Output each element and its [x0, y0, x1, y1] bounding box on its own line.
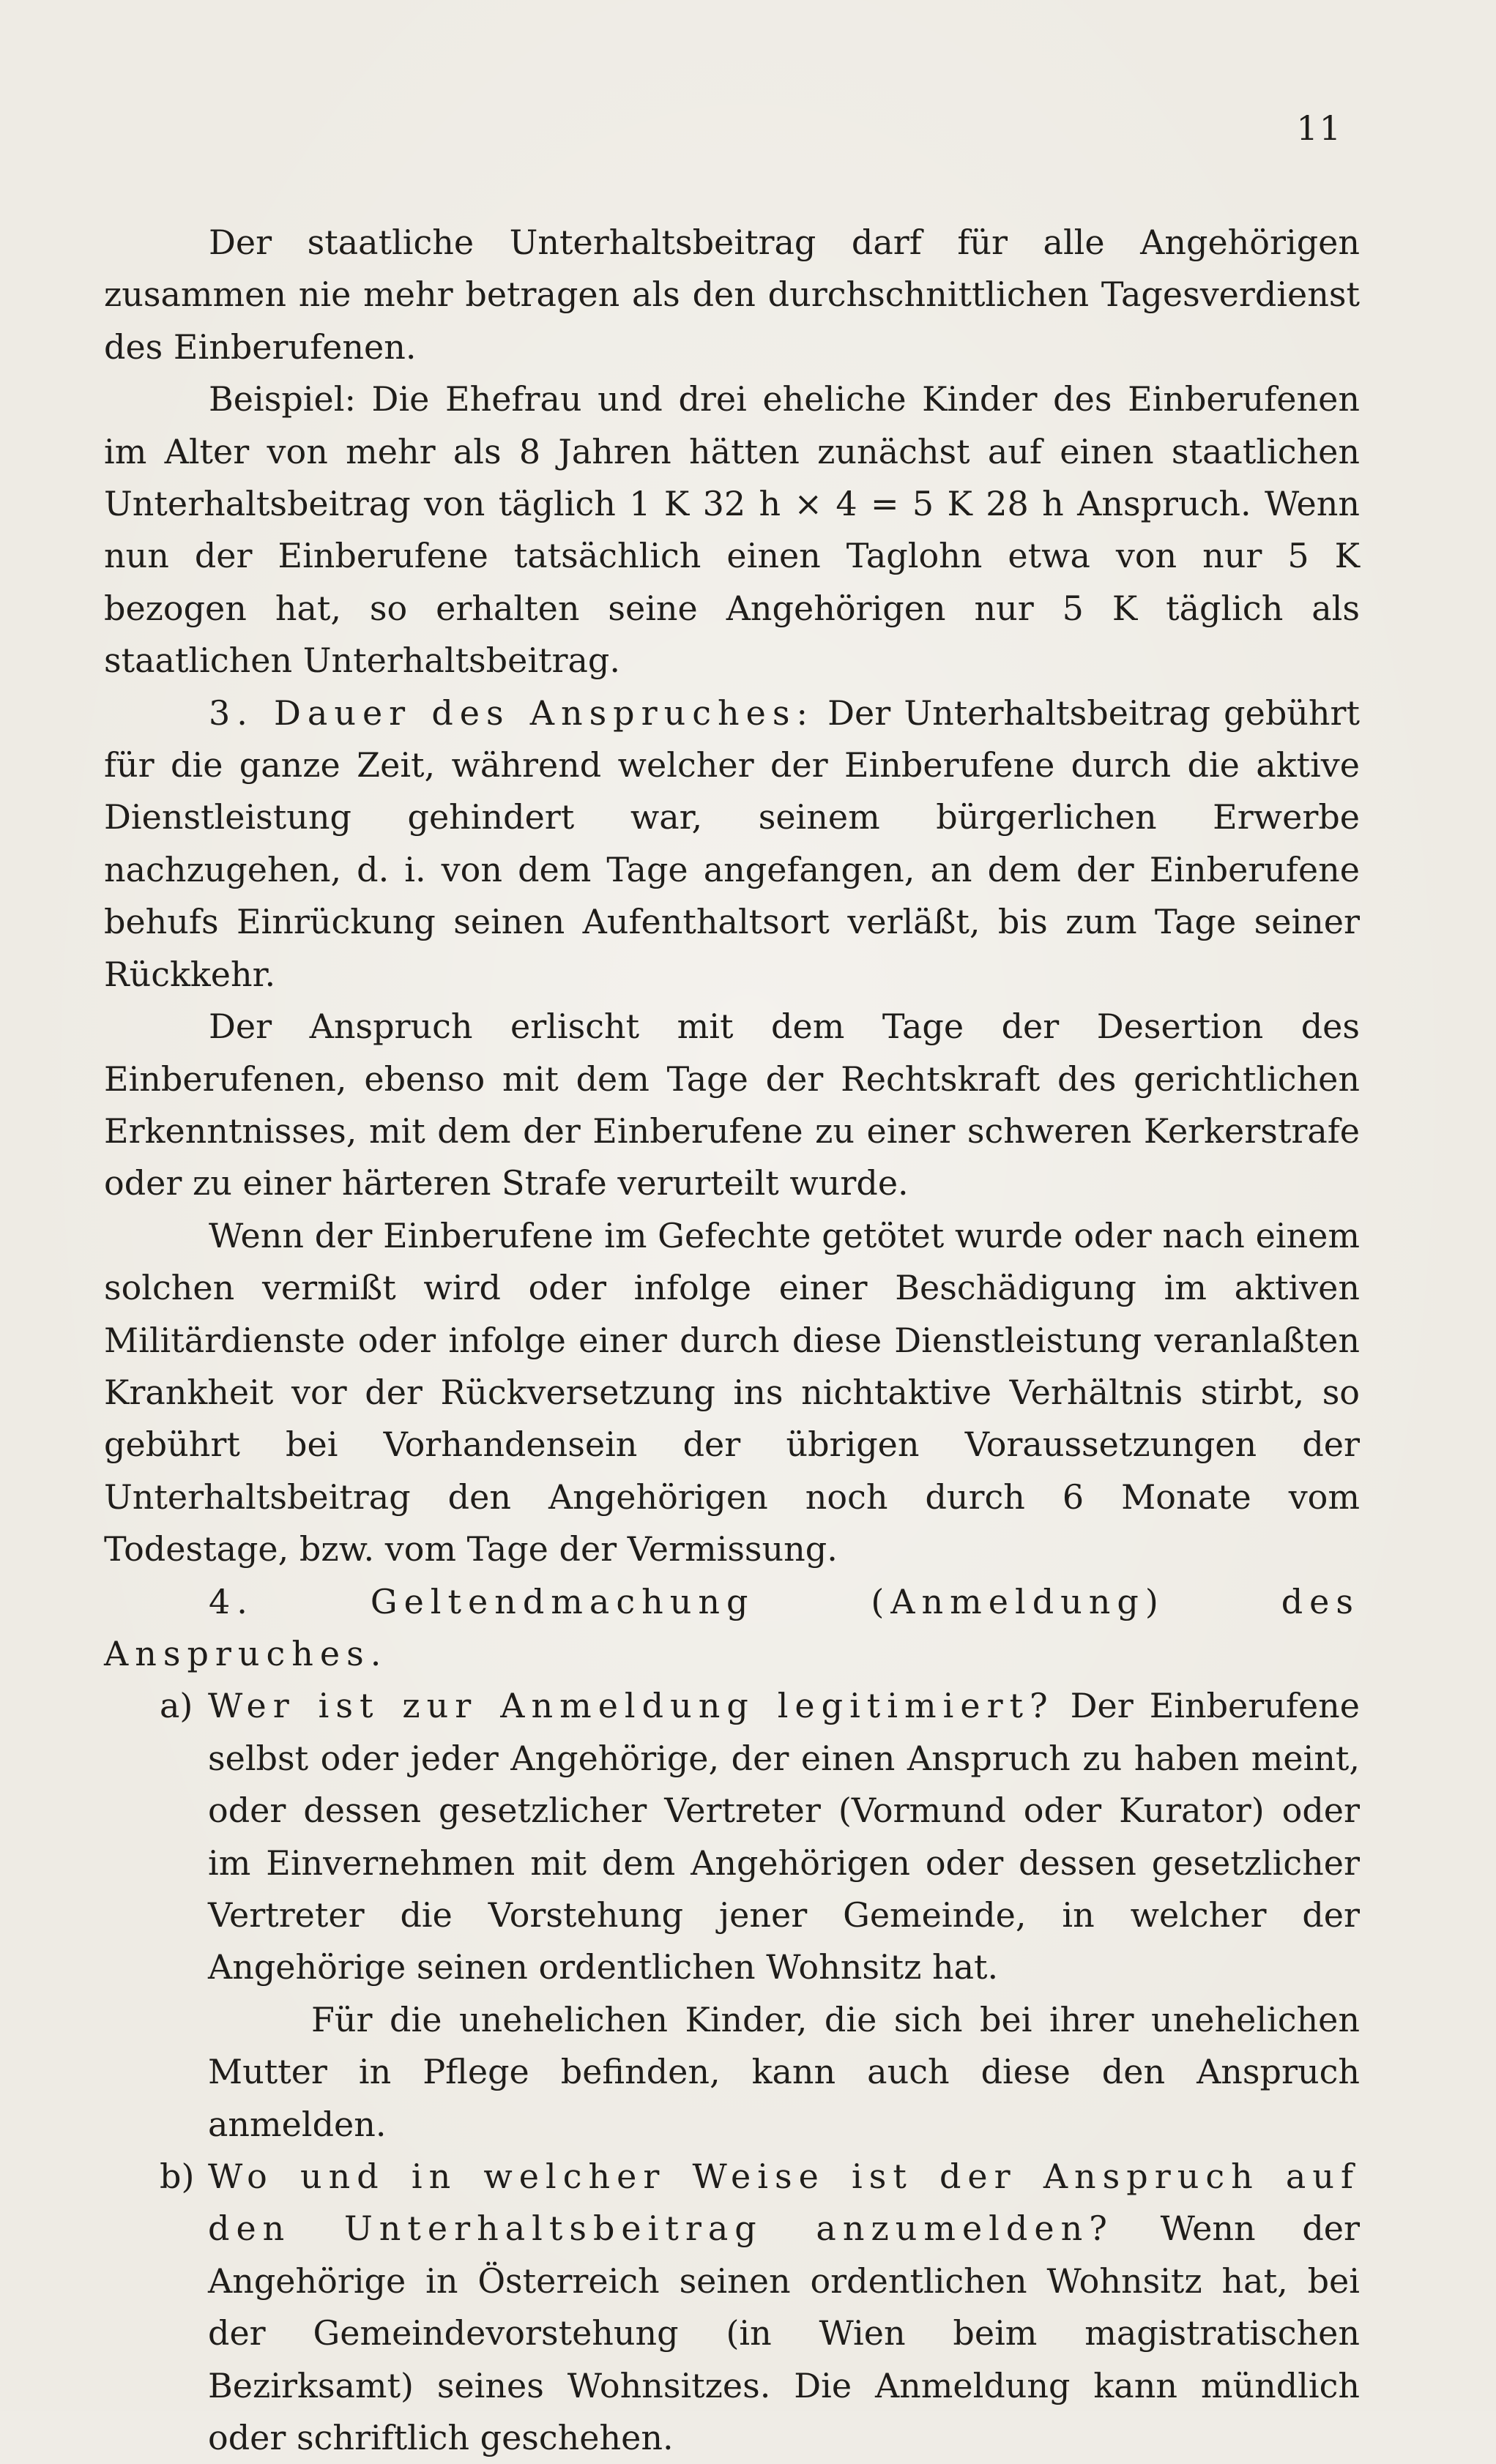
list-item-content: Der Einberufene selbst oder jeder Angehörige, der einen Anspruch zu haben meint, oder dessen gesetzlicher Vertreter (Vormund oder Kurator) oder im Einvernehmen mit dem Angehörigen oder dessen gesetzlicher Vertreter die Vorstehung jener Gemeinde, in welcher der Angehörige seinen ordentlichen Wohnsitz hat.: [208, 1686, 1360, 1987]
list-item-body: [208, 1680, 1360, 2151]
body-text: [104, 217, 1360, 2464]
paragraph-example: Beispiel: Die Ehefrau und drei eheliche Kinder des Einberufenen im Alter von mehr als 8 Jahren hätten zunächst auf einen staatlichen Unterhaltsbeitrag von täglich 1 K 32 h × 4 = 5 K 28 h Anspruch. Wenn nun der Einberufene tatsächlich einen Taglohn etwa von nur 5 K bezogen hat, so erhalten seine Angehörigen nur 5 K täglich als staatlichen Unterhaltsbeitrag.: [104, 379, 1360, 681]
page-number: 11: [1296, 108, 1342, 148]
paragraph: Der staatliche Unterhaltsbeitrag darf für alle Angehörigen zusammen nie mehr betragen als den durchschnittlichen Tagesverdienst des Einberufenen.: [104, 223, 1360, 367]
list-item-text: [208, 1680, 1360, 1993]
list-item-heading: Wer ist zur Anmeldung legitimiert?: [208, 1686, 1054, 1726]
list-item-a: [104, 1680, 1360, 2151]
list-item-b: [104, 2151, 1360, 2464]
list-marker: b): [160, 2157, 195, 2197]
section-heading-claim: 4. Geltendmachung (Anmeldung) des Anspruches.: [104, 1581, 1360, 1673]
paragraph: Wenn der Einberufene im Gefechte getötet wurde oder nach einem solchen vermißt wird oder infolge einer Beschädigung im aktiven Militärdienste oder infolge einer durch diese Dienstleistung veranlaßten Krankheit vor der Rückversetzung ins nichtaktive Verhältnis stirbt, so gebührt bei Vorhandensein der übrigen Voraussetzungen der Unterhaltsbeitrag den Angehörigen noch durch 6 Monate vom Todestage, bzw. vom Tage der Vermissung.: [104, 1215, 1360, 1569]
paragraph-duration: [104, 687, 1360, 1001]
list-item-subparagraph: Für die unehelichen Kinder, die sich bei ihrer unehelichen Mutter in Pflege befinden, kann auch diese den Anspruch anmelden.: [208, 1999, 1360, 2144]
list-item-content: Wenn der Angehörige in Österreich seinen ordentlichen Wohnsitz hat, bei der Gemeindevorstehung (in Wien beim magistratischen Bezirksamt) seines Wohnsitzes. Die Anmeldung kann mündlich oder schriftlich geschehen.: [208, 2209, 1360, 2458]
list-marker: a): [160, 1686, 193, 1726]
paragraph-duration-text: Der Unterhaltsbeitrag gebührt für die ganze Zeit, während welcher der Einberufene durch die aktive Dienstleistung gehindert war, seinem bürgerlichen Erwerbe nachzugehen, d. i. von dem Tage angefangen, an dem der Einberufene behufs Einrückung seinen Aufenthaltsort verläßt, bis zum Tage seiner Rückkehr.: [104, 692, 1360, 994]
section-heading-duration: 3. Dauer des Anspruches:: [209, 692, 814, 733]
list-item-body: [208, 2151, 1360, 2464]
list-item-heading: Wo und in welcher Weise ist der Anspruch auf den Unterhaltsbeitrag anzumelden?: [208, 2157, 1360, 2249]
list-item-text: [208, 2151, 1360, 2464]
paragraph: Der Anspruch erlischt mit dem Tage der Desertion des Einberufenen, ebenso mit dem Tage der Rechtskraft des gerichtlichen Erkenntnisses, mit dem der Einberufene zu einer schweren Kerkerstrafe oder zu einer härteren Strafe verurteilt wurde.: [104, 1007, 1360, 1203]
